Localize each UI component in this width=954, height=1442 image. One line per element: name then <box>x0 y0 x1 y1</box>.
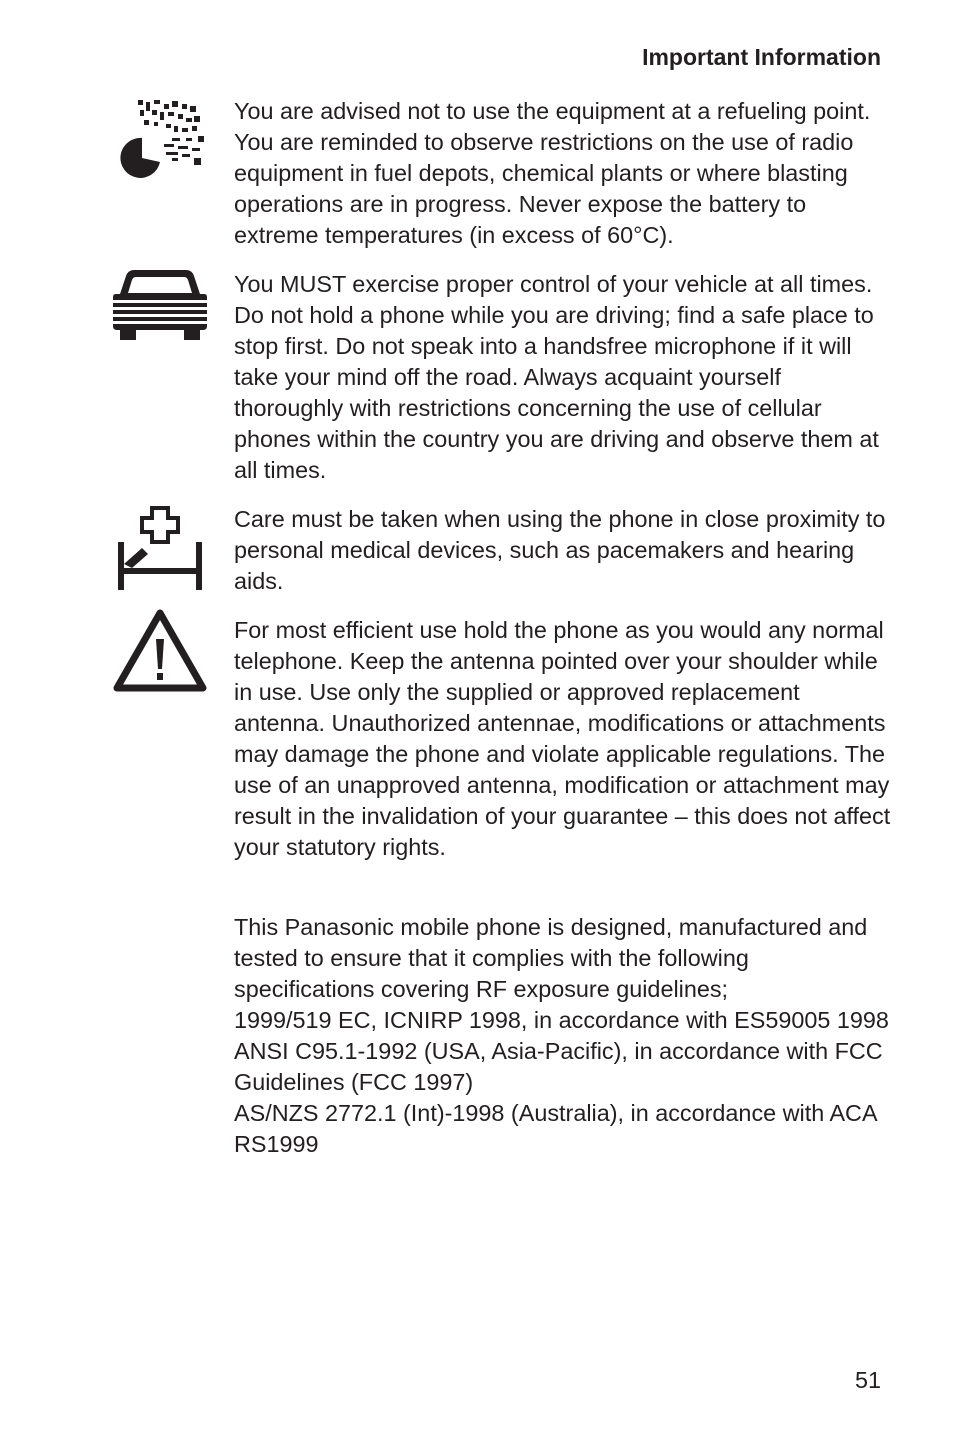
page-number: 51 <box>854 1367 881 1393</box>
car-icon <box>112 266 208 342</box>
compliance-spec-line: AS/NZS 2772.1 (Int)-1998 (Australia), in accordance with ACA RS1999 <box>234 1100 877 1157</box>
section-paragraph: You MUST exercise proper control of your vehicle at all times. Do not hold a phone while you are driving; find a safe place to stop first. Do not speak into a handsfree microphone if it will take your mind off the road. Always acquaint yourself thoroughly with restrictions concerning the use of cellular phones within the country you are driving and observe them at all times. <box>234 271 879 483</box>
warning-triangle-icon <box>112 607 208 693</box>
antenna-usage-text <box>234 615 894 863</box>
explosion-icon <box>112 96 208 184</box>
compliance-intro: This Panasonic mobile phone is designed, manufactured and tested to ensure that it complies with the following specifications covering RF exposure guidelines; <box>234 914 868 1002</box>
rf-compliance-block <box>234 912 894 1160</box>
medical-devices-warning-text <box>234 504 894 597</box>
section-paragraph: For most efficient use hold the phone as you would any normal telephone. Keep the antenna pointed over your shoulder while in use. Use only the supplied or approved replacement antenna. Unauthorized antennae, modifications or attachments may damage the phone and violate applicable regulations. The use of an unapproved antenna, modification or attachment may result in the invalidation of your guarantee – this does not affect your statutory rights. <box>234 617 891 860</box>
driving-warning-text <box>234 269 894 486</box>
hospital-bed-icon <box>112 506 208 592</box>
page-header-title: Important Information <box>642 44 881 70</box>
section-paragraph: Care must be taken when using the phone in close proximity to personal medical devices, such as pacemakers and hearing aids. <box>234 506 886 594</box>
compliance-spec-line: 1999/519 EC, ICNIRP 1998, in accordance with ES59005 1998 <box>234 1007 889 1033</box>
compliance-spec-line: ANSI C95.1-1992 (USA, Asia-Pacific), in accordance with FCC Guidelines (FCC 1997) <box>234 1038 883 1095</box>
section-paragraph: You are advised not to use the equipment at a refueling point. You are reminded to observe restrictions on the use of radio equipment in fuel depots, chemical plants or where blasting operations are in progress. Never expose the battery to extreme temperatures (in excess of 60°C). <box>234 98 871 248</box>
refueling-warning-text <box>234 96 894 251</box>
